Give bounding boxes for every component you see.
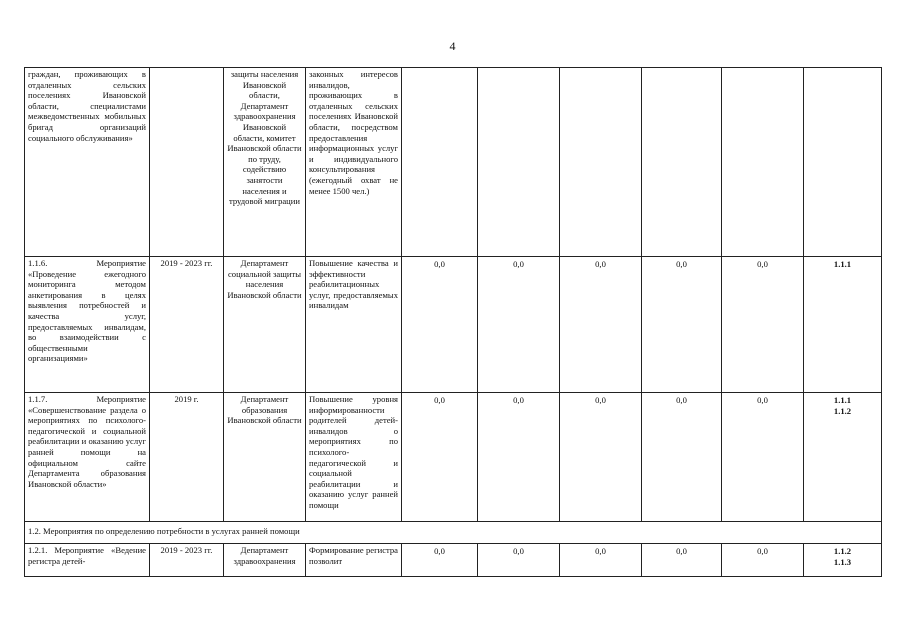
- indicator-codes-cell: [804, 544, 882, 577]
- indicator-codes-cell: [804, 68, 882, 257]
- value-cell: 0,0: [402, 393, 478, 522]
- executor-cell: защиты населения Ивановской области, Департамент здравоохранения Ивановской области, комитет Ивановской области по труду, содействию занятости населения и трудовой миграции: [224, 68, 306, 257]
- period-cell: 2019 - 2023 гг.: [150, 257, 224, 393]
- measure-name-cell: 1.1.7. Мероприятие «Совершенствование раздела о мероприятиях по психолого-педагогической и социальной реабилитации и оказанию услуг ранней помощи на официальном сайте Департамента образования Ивановской области»: [25, 393, 150, 522]
- table-row: [25, 257, 882, 393]
- value-cell: 0,0: [722, 393, 804, 522]
- indicator-code: 1.1.3: [833, 556, 852, 567]
- value-cell: 0,0: [642, 544, 722, 577]
- value-cell: 0,0: [478, 544, 560, 577]
- measures-table: [24, 67, 882, 577]
- value-cell: 0,0: [722, 257, 804, 393]
- result-cell: Формирование регистра позволит: [306, 544, 402, 577]
- value-cell: 0,0: [642, 257, 722, 393]
- value-cell: 0,0: [478, 257, 560, 393]
- indicator-codes-cell: [804, 393, 882, 522]
- indicator-code: 1.1.1: [833, 395, 852, 405]
- value-cell: [478, 68, 560, 257]
- value-cell: 0,0: [722, 544, 804, 577]
- result-cell: Повышение качества и эффективности реабилитационных услуг, предоставляемых инвалидам: [306, 257, 402, 393]
- result-cell: законных интересов инвалидов, проживающих в отдаленных сельских поселениях Ивановской области, посредством предоставления информационных услуг и индивидуального консультирования (ежегодный охват не менее 1500 чел.): [306, 68, 402, 257]
- indicator-code: 1.1.2: [833, 405, 852, 416]
- value-cell: [560, 68, 642, 257]
- page-number: 4: [449, 39, 456, 53]
- period-cell: [150, 68, 224, 257]
- value-cell: [402, 68, 478, 257]
- section-title: 1.2. Мероприятия по определению потребности в услугах ранней помощи: [25, 522, 882, 544]
- measure-name-cell: 1.1.6. Мероприятие «Проведение ежегодного мониторинга методом анкетирования в целях выявления потребностей и качества услуг, предоставляемых инвалидам, во взаимодействии с общественными организациями»: [25, 257, 150, 393]
- table-row: [25, 393, 882, 522]
- indicator-code: 1.1.2: [833, 546, 852, 556]
- table-row: [25, 68, 882, 257]
- table-row: [25, 544, 882, 577]
- result-cell: Повышение уровня информированности родителей детей-инвалидов о мероприятиях по психолого-педагогической и социальной реабилитации и оказанию услуг ранней помощи: [306, 393, 402, 522]
- value-cell: [722, 68, 804, 257]
- value-cell: 0,0: [560, 393, 642, 522]
- value-cell: 0,0: [402, 257, 478, 393]
- indicator-codes-cell: [804, 257, 882, 393]
- measure-name-cell: 1.2.1. Мероприятие «Ведение регистра детей-: [25, 544, 150, 577]
- executor-cell: Департамент социальной защиты населения Ивановской области: [224, 257, 306, 393]
- value-cell: 0,0: [560, 257, 642, 393]
- value-cell: 0,0: [402, 544, 478, 577]
- value-cell: 0,0: [642, 393, 722, 522]
- period-cell: 2019 - 2023 гг.: [150, 544, 224, 577]
- section-row: [25, 522, 882, 544]
- period-cell: 2019 г.: [150, 393, 224, 522]
- indicator-code: 1.1.1: [833, 259, 852, 269]
- value-cell: 0,0: [560, 544, 642, 577]
- value-cell: [642, 68, 722, 257]
- executor-cell: Департамент образования Ивановской области: [224, 393, 306, 522]
- measure-name-cell: граждан, проживающих в отдаленных сельских поселениях Ивановской области, специалистами межведомственных мобильных бригад организаций социального обслуживания»: [25, 68, 150, 257]
- value-cell: 0,0: [478, 393, 560, 522]
- executor-cell: Департамент здравоохранения: [224, 544, 306, 577]
